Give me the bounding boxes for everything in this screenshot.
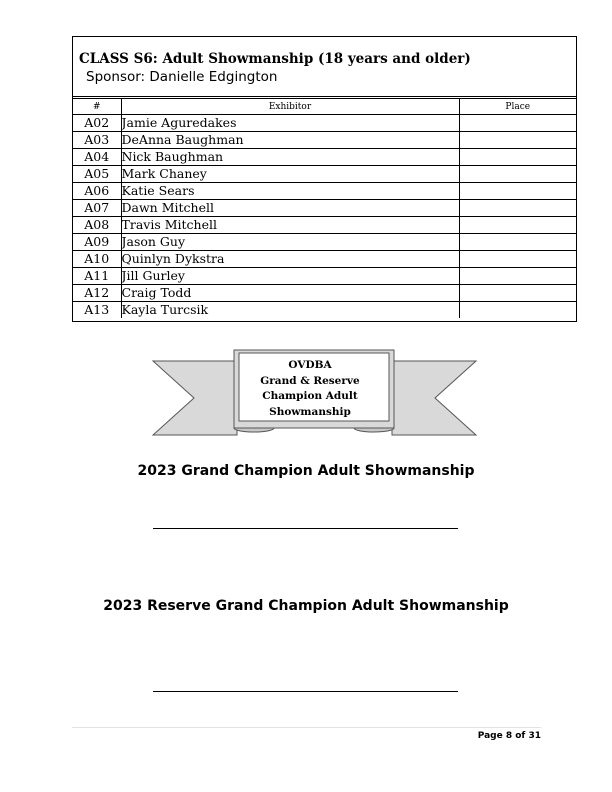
cell-exhibitor: Dawn Mitchell: [121, 200, 459, 217]
cell-exhibitor: Travis Mitchell: [121, 217, 459, 234]
class-header: [73, 37, 576, 99]
cell-number: A06: [73, 183, 121, 200]
ribbon-left-tail: [153, 361, 237, 435]
table-row: [73, 149, 576, 166]
cell-place[interactable]: [459, 166, 576, 183]
cell-number: A08: [73, 217, 121, 234]
table-row: [73, 302, 576, 319]
reserve-champion-signature-line[interactable]: [153, 691, 458, 692]
cell-place[interactable]: [459, 115, 576, 132]
cell-number: A12: [73, 285, 121, 302]
ribbon-right-tail: [392, 361, 476, 435]
col-header-place: Place: [459, 99, 576, 115]
banner-line-4: Showmanship: [269, 405, 351, 418]
cell-exhibitor: Jamie Aguredakes: [121, 115, 459, 132]
table-row: [73, 251, 576, 268]
table-row: [73, 166, 576, 183]
cell-exhibitor: Mark Chaney: [121, 166, 459, 183]
reserve-champion-heading: 2023 Reserve Grand Champion Adult Showmanship: [103, 598, 509, 614]
cell-place[interactable]: [459, 285, 576, 302]
banner-text: [240, 358, 380, 420]
table-header-row: [73, 99, 576, 115]
grand-champion-heading: 2023 Grand Champion Adult Showmanship: [137, 463, 475, 479]
table-row: [73, 115, 576, 132]
cell-exhibitor: Jill Gurley: [121, 268, 459, 285]
table-row: [73, 183, 576, 200]
cell-place[interactable]: [459, 200, 576, 217]
cell-place[interactable]: [459, 149, 576, 166]
cell-place[interactable]: [459, 234, 576, 251]
cell-number: A11: [73, 268, 121, 285]
cell-number: A04: [73, 149, 121, 166]
cell-number: A02: [73, 115, 121, 132]
cell-exhibitor: DeAnna Baughman: [121, 132, 459, 149]
cell-number: A07: [73, 200, 121, 217]
footer-divider: [72, 727, 541, 728]
banner-line-1: OVDBA: [288, 359, 332, 371]
class-box: [72, 36, 577, 322]
cell-exhibitor: Quinlyn Dykstra: [121, 251, 459, 268]
table-body: [73, 115, 576, 319]
cell-place[interactable]: [459, 217, 576, 234]
exhibitor-table: [73, 99, 576, 318]
cell-number: A09: [73, 234, 121, 251]
cell-number: A03: [73, 132, 121, 149]
cell-place[interactable]: [459, 132, 576, 149]
grand-champion-signature-line[interactable]: [153, 528, 458, 529]
cell-number: A10: [73, 251, 121, 268]
cell-exhibitor: Craig Todd: [121, 285, 459, 302]
cell-place[interactable]: [459, 268, 576, 285]
cell-place[interactable]: [459, 302, 576, 319]
table-row: [73, 200, 576, 217]
cell-exhibitor: Nick Baughman: [121, 149, 459, 166]
cell-place[interactable]: [459, 183, 576, 200]
table-row: [73, 234, 576, 251]
page-number: Page 8 of 31: [477, 731, 541, 741]
cell-exhibitor: Jason Guy: [121, 234, 459, 251]
table-row: [73, 132, 576, 149]
cell-number: A05: [73, 166, 121, 183]
banner-line-3: Champion Adult: [262, 390, 358, 402]
table-row: [73, 217, 576, 234]
table-row: [73, 268, 576, 285]
cell-exhibitor: Kayla Turcsik: [121, 302, 459, 319]
banner-line-2: Grand & Reserve: [260, 374, 360, 387]
class-sponsor: Sponsor: Danielle Edgington: [86, 69, 278, 85]
class-title: CLASS S6: Adult Showmanship (18 years and older): [79, 51, 471, 67]
col-header-exhibitor: Exhibitor: [121, 99, 459, 115]
col-header-number: #: [73, 99, 121, 115]
cell-place[interactable]: [459, 251, 576, 268]
table-row: [73, 285, 576, 302]
cell-number: A13: [73, 302, 121, 319]
cell-exhibitor: Katie Sears: [121, 183, 459, 200]
